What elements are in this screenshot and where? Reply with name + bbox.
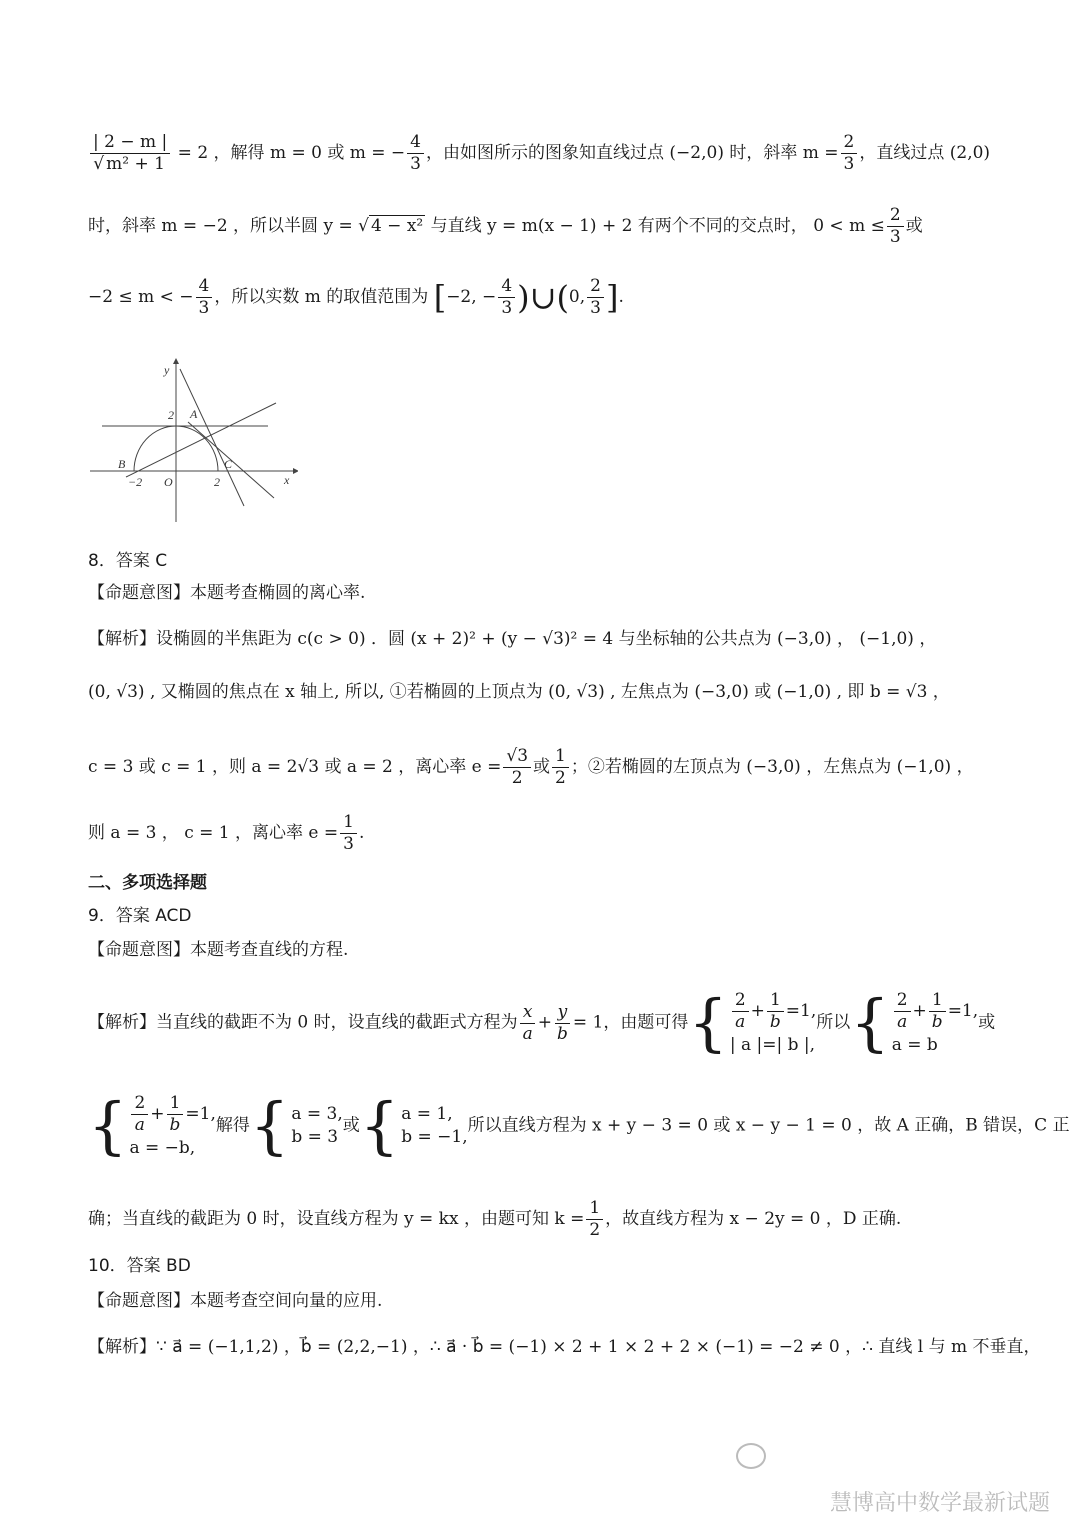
- fraction: $\frac{1}{3}$: [340, 814, 357, 853]
- fraction: $\frac{2}{3}$: [587, 278, 604, 317]
- equation-system: { a = 3, b = 3: [249, 1089, 343, 1162]
- q10-intent: 【命题意图】本题考查空间向量的应用.: [88, 1291, 383, 1311]
- equation-system: { a = 1, b = −1,: [359, 1089, 468, 1162]
- y-axis-arrow: [173, 358, 179, 364]
- q9-answer: 9．答案 ACD: [88, 906, 192, 926]
- fraction: $\frac{√3}{2}$: [503, 748, 531, 787]
- q9-analysis-2: { $\frac{2}{a}$ + $\frac{1}{b}$ =1, a = −b, 解得 { a = 3, b = 3 或 { a = 1, b = −1, 所以直线方程为 x + y − 3 = 0 或 x − y − 1 = 0 ，故 A 正确，B 错误，C 正: [88, 1089, 1070, 1162]
- line-through-C: [180, 369, 244, 506]
- point-C-label: C: [224, 457, 233, 471]
- watermark: 慧博高中数学最新试题: [829, 1491, 1050, 1516]
- fraction: $\frac{1}{2}$: [586, 1200, 603, 1239]
- q8-analysis-4: 则 a = 3 ， c = 1 ，离心率 e = $\frac{1}{3}$ .: [88, 812, 365, 854]
- y-label: y: [164, 363, 170, 377]
- tick-2-x: 2: [214, 475, 220, 489]
- q9-analysis-1: 【解析】当直线的截距不为 0 时，设直线的截距式方程为 $\frac{x}{a}$ + $\frac{y}{b}$ = 1，由题可得 { $\frac{2}{a}$ + $\frac{1}{b}$ =1, | a |=| b |, 所以 { $\frac{2}{a}$ + $\frac{1}{b}$ =1, a = b 或: [88, 986, 996, 1059]
- equation-system: { $\frac{2}{a}$ + $\frac{1}{b}$ =1, a = −b,: [88, 1089, 216, 1162]
- equation-system: { $\frac{2}{a}$ + $\frac{1}{b}$ =1, a = b: [850, 986, 979, 1059]
- equation-system: { $\frac{2}{a}$ + $\frac{1}{b}$ =1, | a |=| b |,: [688, 986, 817, 1059]
- fraction: $\frac{4}{3}$: [498, 278, 515, 317]
- q8-intent: 【命题意图】本题考查椭圆的离心率.: [88, 583, 366, 603]
- section-heading: 二、多项选择题: [88, 873, 207, 893]
- solution-line-1: $\frac{| 2 - m |}{\text{√ m² + 1}}$ = 2 ，解得 m = 0 或 m = − $\frac{4}{3}$ ，由如图所示的图象知直线过点 (−2,0) 时，斜率 m = $\frac{2}{3}$ ，直线过点 (2,0): [88, 134, 990, 173]
- point-B-label: B: [118, 457, 126, 471]
- q10-answer: 10．答案 BD: [88, 1256, 191, 1276]
- fraction: $\frac{2}{3}$: [841, 134, 858, 173]
- q8-analysis-3: c = 3 或 c = 1 ，则 a = 2√3 或 a = 2 ，离心率 e = $\frac{√3}{2}$ 或 $\frac{1}{2}$ ；②若椭圆的左顶点为 (−3,0) ，左焦点为 (−1,0) ，: [88, 746, 974, 788]
- solution-line-3: −2 ≤ m < − $\frac{4}{3}$ ，所以实数 m 的取值范围为 [−2, − $\frac{4}{3}$ )∪(0, $\frac{2}{3}$ ].: [88, 276, 624, 318]
- solution-line-2: 时，斜率 m = −2 ，所以半圆 y = √ 4 − x² 与直线 y = m(x − 1) + 2 有两个不同的交点时， 0 < m ≤ $\frac{2}{3}$ 或: [88, 205, 923, 247]
- q9-analysis-3: 确；当直线的截距为 0 时，设直线方程为 y = kx ，由题可知 k = $\frac{1}{2}$ ，故直线方程为 x − 2y = 0 ，D 正确.: [88, 1198, 902, 1240]
- tick-neg2-x: −2: [128, 475, 143, 489]
- fraction: $\frac{4}{3}$: [196, 278, 213, 317]
- wechat-icon: [736, 1443, 766, 1469]
- x-label: x: [284, 473, 290, 487]
- function-graph: [88, 356, 298, 526]
- q8-analysis-1: 【解析】设椭圆的半焦距为 c(c > 0) ．圆 (x + 2)² + (y − √3)² = 4 与坐标轴的公共点为 (−3,0) ， (−1,0) ，: [88, 629, 937, 649]
- origin-label: O: [164, 475, 173, 489]
- q8-answer: 8．答案 C: [88, 551, 168, 571]
- fraction: $\frac{4}{3}$: [407, 134, 424, 173]
- fraction: $\frac{| 2 - m |}{\text{√ m² + 1}}$: [90, 134, 170, 173]
- q10-analysis-1: 【解析】∵ a⃗ = (−1,1,2) ，b⃗ = (2,2,−1) ，∴ a⃗ · b⃗ = (−1) × 2 + 1 × 2 + 2 × (−1) = −2 ≠ 0 ，∴ 直线 l 与 m 不垂直，: [88, 1337, 1041, 1357]
- point-A-label: A: [190, 407, 198, 421]
- x-axis-arrow: [293, 468, 298, 474]
- q8-analysis-2: (0, √3) , 又椭圆的焦点在 x 轴上, 所以, ①若椭圆的上顶点为 (0, √3) , 左焦点为 (−3,0) 或 (−1,0) , 即 b = √3 ，: [88, 682, 950, 702]
- q9-intent: 【命题意图】本题考查直线的方程.: [88, 940, 349, 960]
- fraction: $\frac{2}{3}$: [887, 207, 904, 246]
- fraction: $\frac{1}{2}$: [552, 748, 569, 787]
- tick-2-y: 2: [168, 408, 174, 422]
